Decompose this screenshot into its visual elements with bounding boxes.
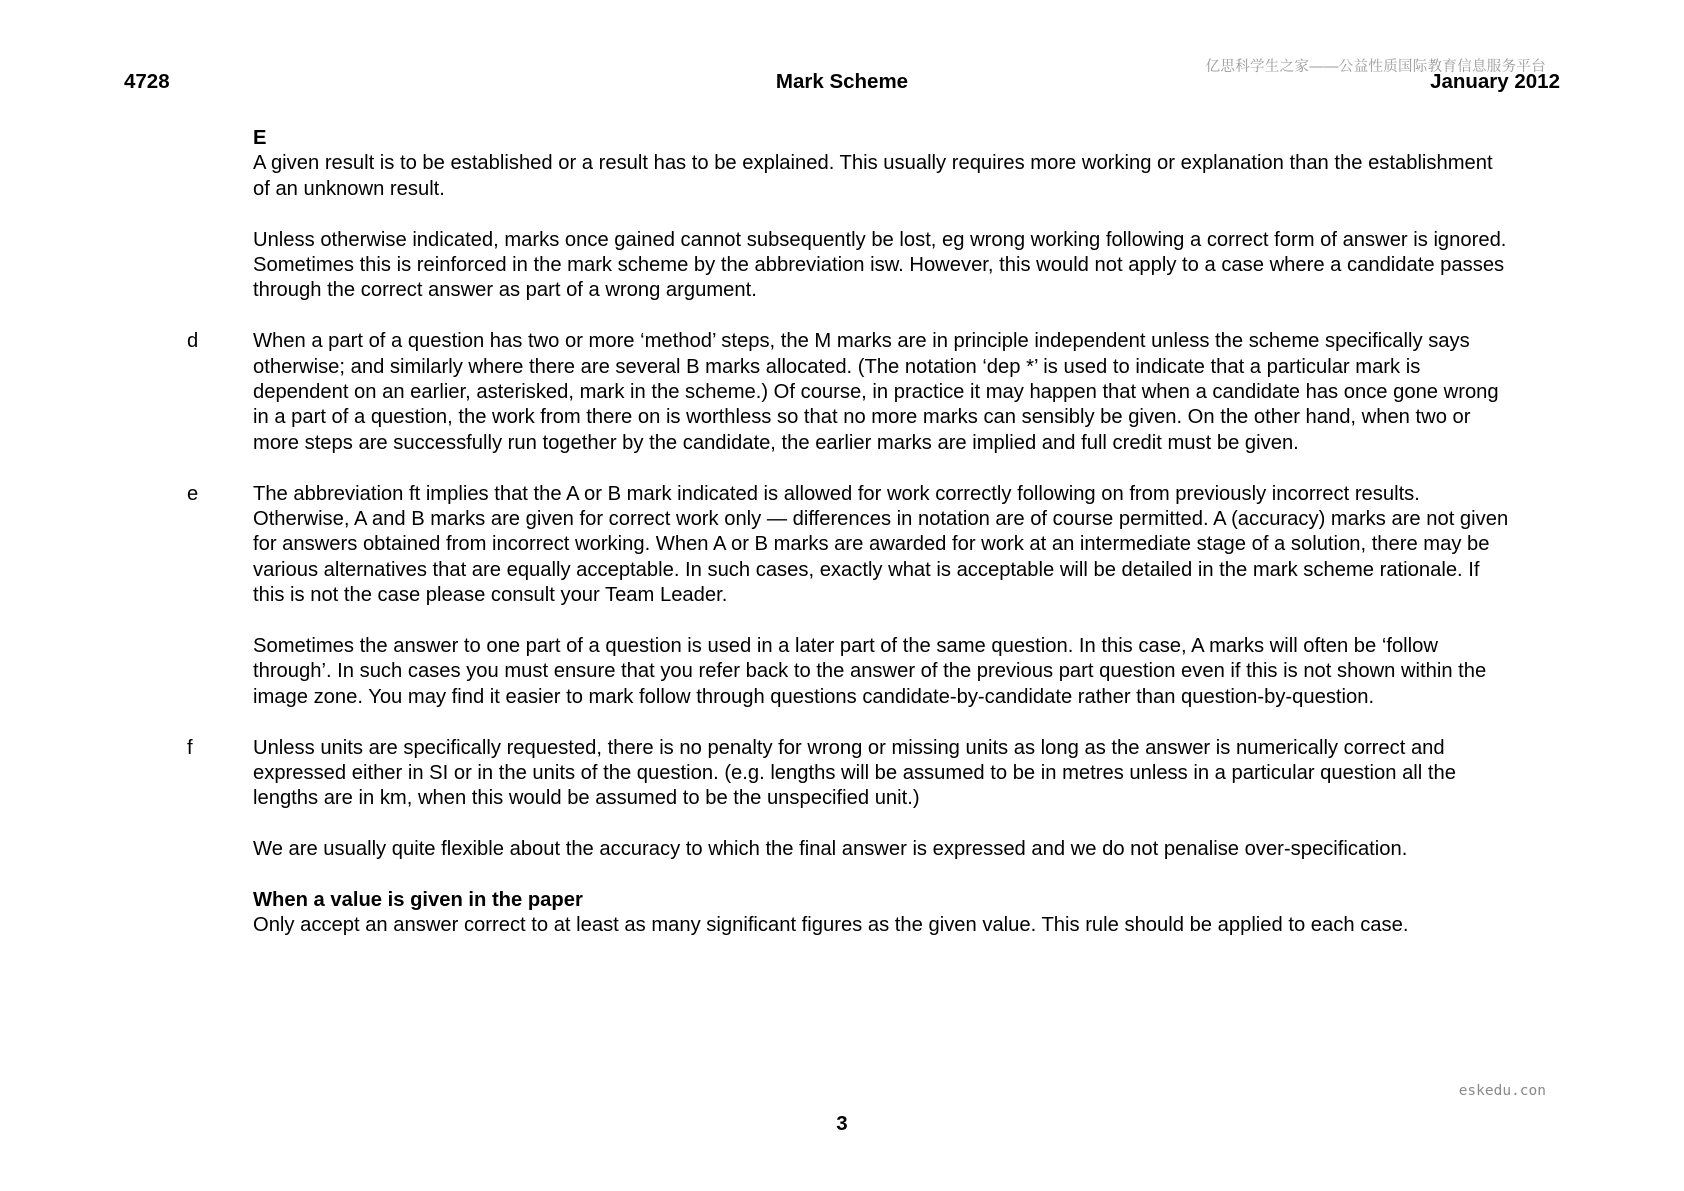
section-letter-e: e <box>187 482 199 505</box>
section-e-upper <box>253 126 1515 202</box>
page-number: 3 <box>836 1112 848 1135</box>
section-f-2 <box>253 837 1515 862</box>
document-title: Mark Scheme <box>775 70 909 93</box>
section-letter-d: d <box>187 330 199 353</box>
section-heading-e: E <box>253 127 267 149</box>
section-f <box>187 736 1515 812</box>
section-e-paragraph-2: Unless otherwise indicated, marks once gained cannot subsequently be lost, eg wrong working following a correct form of answer is ignored. Sometimes this is reinforced in the mark scheme by the abbreviation isw. However, this would not apply to a case where a candidate passes through the correct answer as part of a wrong argument. <box>253 228 1507 302</box>
section-e-2 <box>253 634 1515 710</box>
section-e-paragraph-1: A given result is to be established or a result has to be explained. This usually requires more working or explanation than the establishment of an unknown result. <box>253 152 1493 200</box>
watermark-bottom: eskedu.con <box>1458 1083 1546 1099</box>
section-f-paragraph-3: Only accept an answer correct to at least as many significant figures as the given value. This rule should be applied to each case. <box>253 914 1409 937</box>
section-d <box>187 329 1515 456</box>
section-e <box>187 482 1515 609</box>
section-f-3 <box>253 888 1515 939</box>
section-f-paragraph-2: We are usually quite flexible about the accuracy to which the final answer is expressed and we do not penalise over-specification. <box>253 838 1408 861</box>
section-d-paragraph-1: When a part of a question has two or more ‘method’ steps, the M marks are in principle independent unless the scheme specifically says otherwise; and similarly where there are several B marks allocated. (The notation ‘dep *’ is used to indicate that a particular mark is dependent on an earlier, asterisked, mark in the scheme.) Of course, in practice it may happen that when a candidate has once gone wrong in a part of a question, the work from there on is worthless so that no more marks can sensibly be given. On the other hand, when two or more steps are successfully run together by the candidate, the earlier marks are implied and full credit must be given. <box>253 330 1499 454</box>
page-content <box>187 126 1515 964</box>
section-e-lower-paragraph-2: Sometimes the answer to one part of a question is used in a later part of the same question. In this case, A marks will often be ‘follow through’. In such cases you must ensure that you refer back to the answer of the previous part question even if this is not shown within the image zone. You may find it easier to mark follow through questions candidate-by-candidate rather than question-by-question. <box>253 635 1487 708</box>
section-f-subheading: When a value is given in the paper <box>253 889 583 912</box>
section-e-upper-2 <box>253 228 1515 304</box>
section-e-lower-paragraph-1: The abbreviation ft implies that the A or B mark indicated is allowed for work correctly following on from previously incorrect results. Otherwise, A and B marks are given for correct work only — differences in notation are of course permitted. A (accuracy) marks are not given for answers obtained from incorrect working. When A or B marks are awarded for work at an intermediate stage of a solution, there may be various alternatives that are equally acceptable. In such cases, exactly what is acceptable will be detailed in the mark scheme rationale. If this is not the case please consult your Team Leader. <box>253 482 1509 607</box>
document-date: January 2012 <box>1430 70 1560 93</box>
watermark-top: 亿思科学生之家——公益性质国际教育信息服务平台 <box>1205 59 1546 75</box>
section-letter-f: f <box>187 736 193 759</box>
section-f-paragraph-1: Unless units are specifically requested, there is no penalty for wrong or missing units as long as the answer is numerically correct and expressed either in SI or in the units of the question. (e.g. lengths will be assumed to be in metres unless in a particular question all the lengths are in km, when this would be assumed to be the unspecified unit.) <box>253 736 1456 810</box>
document-code: 4728 <box>124 70 170 93</box>
